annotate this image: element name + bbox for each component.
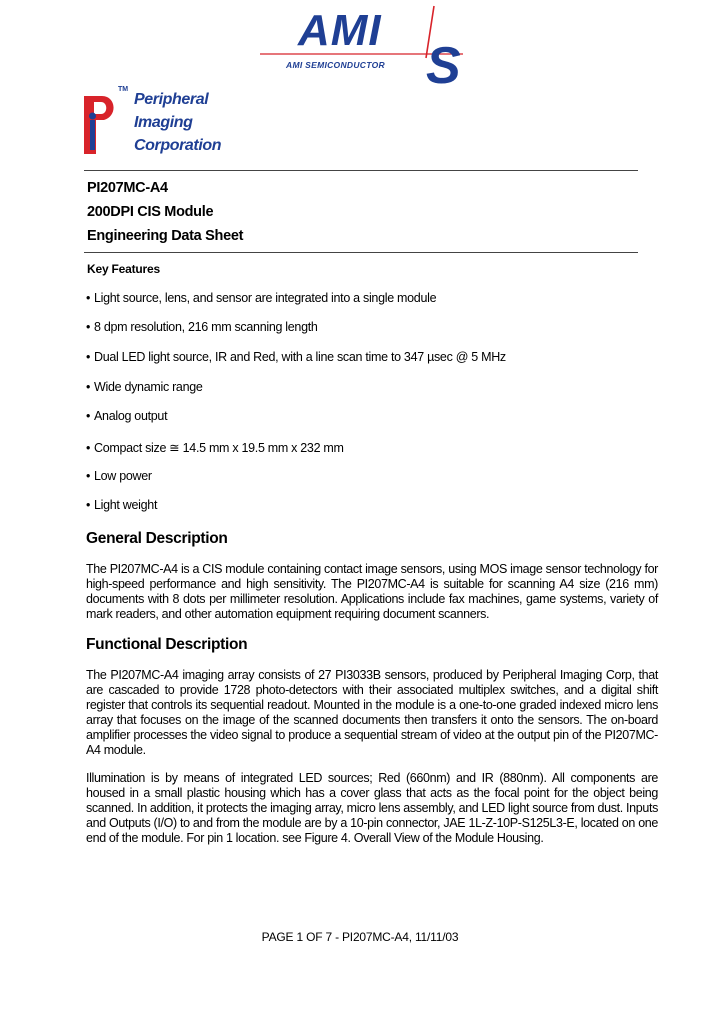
- header-rule-bottom: [84, 252, 638, 253]
- feature-item: • 8 dpm resolution, 216 mm scanning length: [86, 320, 318, 334]
- amis-s-letter: S: [426, 37, 461, 95]
- amis-tagline: AMI SEMICONDUCTOR: [286, 60, 385, 70]
- feature-item: • Low power: [86, 469, 152, 483]
- key-features-heading: Key Features: [87, 262, 160, 276]
- feature-item: • Light weight: [86, 498, 158, 512]
- general-description-heading: General Description: [86, 530, 228, 547]
- feature-item: • Light source, lens, and sensor are integrated into a single module: [86, 291, 437, 305]
- functional-description-paragraph-2: Illumination is by means of integrated LED sources; Red (660nm) and IR (880nm). All components are housed in a small plastic housing which has a cover glass that acts as the focal point for the object being scanned. In addition, it protects the imaging array, micro lens assembly, and LED light source from dust. Inputs and Outputs (I/O) to and from the module are by a 10-pin connector, JAE 1L-Z-10P-S125L3-E, located on one end of the module. For pin 1 location. see Figure 4. Overall View of the Module Housing.: [86, 771, 658, 845]
- functional-description-paragraph-1: The PI207MC-A4 imaging array consists of 27 PI3033B sensors, produced by Peripheral Imaging Corp, that are cascaded to provide 1728 photo-detectors with their associated multiplex switches, and a digital shift register that controls its sequential readout. Mounted in the module is a one-to-one graded indexed micro lens array that focuses on the image of the scanned documents then transfers it onto the sensors. The on-board amplifier processes the video signal to produce a sequential stream of video at the output pin of the PI207MC-A4 module.: [86, 668, 658, 757]
- pic-logo: [80, 86, 230, 162]
- feature-item: • Analog output: [86, 409, 168, 423]
- pic-name-line3: Corporation: [134, 137, 222, 154]
- feature-item: • Dual LED light source, IR and Red, with a line scan time to 347 µsec @ 5 MHz: [86, 350, 506, 364]
- part-number: PI207MC-A4: [87, 180, 168, 196]
- header-rule-top: [84, 170, 638, 171]
- feature-item: • Wide dynamic range: [86, 380, 203, 394]
- document-type: Engineering Data Sheet: [87, 228, 244, 244]
- pic-name-line2: Imaging: [134, 114, 193, 131]
- general-description-text: The PI207MC-A4 is a CIS module containing contact image sensors, using MOS image sensor technology for high-speed performance and high sensitivity. The PI207MC-A4 is suitable for scanning A4 size (216 mm) documents with 8 dots per millimeter resolution. Applications include fax machines, game systems, variety of mark readers, and other automation equipment requiring document scanners.: [86, 562, 658, 621]
- feature-item: • Compact size ≅ 14.5 mm x 19.5 mm x 232 mm: [86, 441, 344, 455]
- pic-name-line1: Peripheral: [134, 91, 209, 108]
- pic-emblem-icon: [80, 90, 120, 160]
- amis-logo: [258, 2, 468, 94]
- amis-wordmark: AMI: [298, 6, 382, 55]
- functional-description-heading: Functional Description: [86, 636, 248, 653]
- pic-trademark: TM: [118, 86, 129, 93]
- page-footer: PAGE 1 OF 7 - PI207MC-A4, 11/11/03: [261, 930, 459, 944]
- product-name: 200DPI CIS Module: [87, 204, 214, 220]
